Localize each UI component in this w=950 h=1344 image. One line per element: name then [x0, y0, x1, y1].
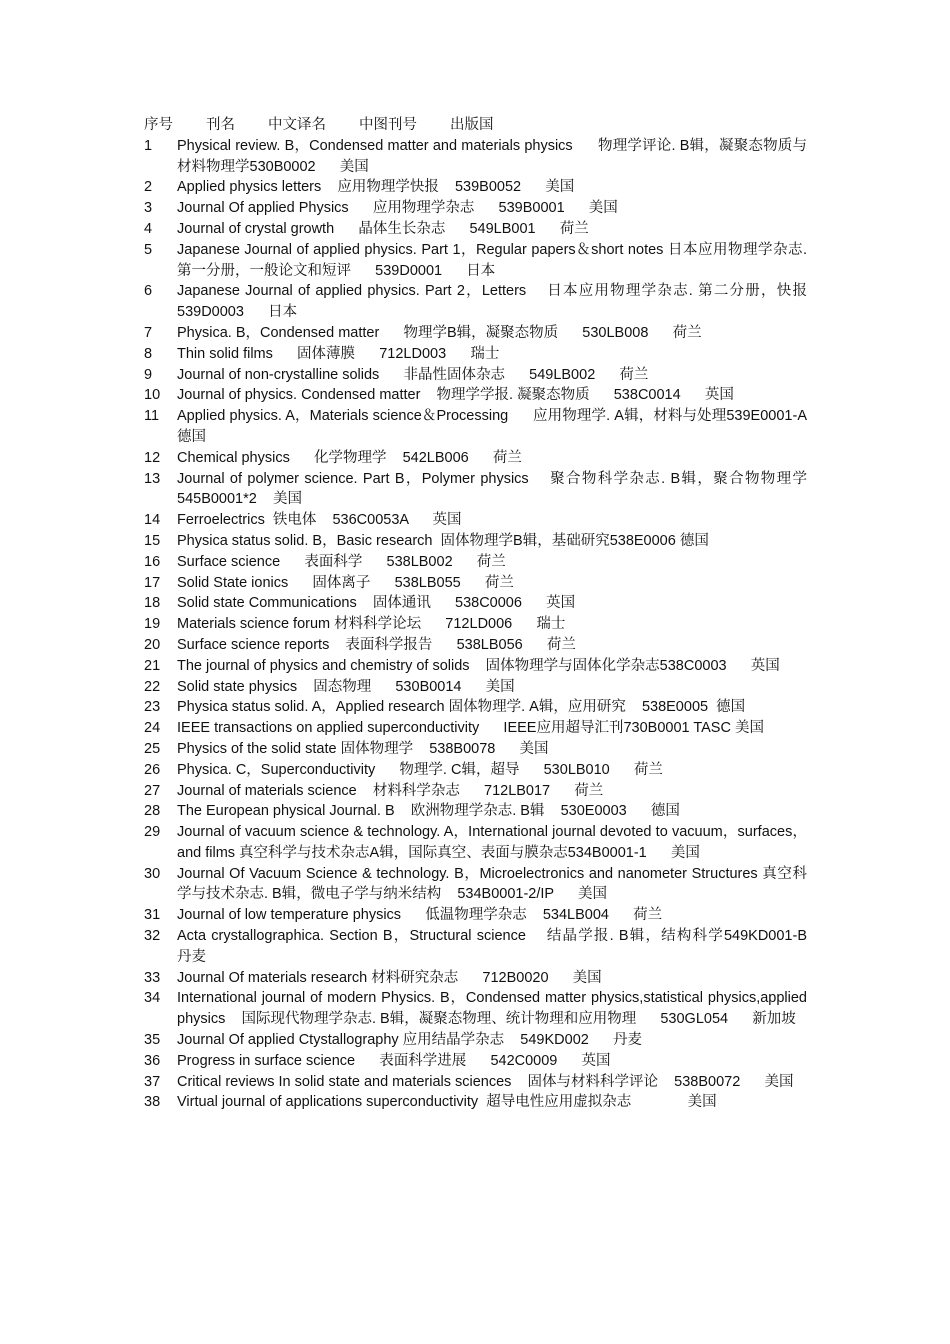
list-item	[144, 240, 812, 282]
item-number: 7	[144, 324, 153, 341]
item-number: 12	[144, 449, 161, 466]
item-text: Journal of polymer science. Part B，Polymer physics 聚合物科学杂志. B辑，聚合物物理学 545B0001*2 美国	[177, 470, 824, 508]
list-item	[144, 926, 824, 968]
list-item	[144, 864, 807, 906]
item-number: 15	[144, 532, 161, 549]
item-text: Solid state Communications 固体通讯 538C0006 英国	[177, 595, 576, 612]
item-number: 34	[144, 990, 161, 1007]
list-item	[144, 968, 807, 989]
item-text: International journal of modern Physics. B，Condensed matter physics,statistical physics,applied physics 国际现代物理学杂志. B辑，凝聚态物理、统计物理和应用物理 530GL054 新加坡	[177, 990, 812, 1028]
header-seq: 序号	[144, 117, 173, 133]
item-text: Journal of non-crystalline solids 非晶性固体杂志 549LB002 荷兰	[177, 366, 649, 383]
list-item	[144, 781, 807, 802]
item-number: 27	[144, 782, 161, 799]
item-number: 26	[144, 761, 161, 778]
item-number: 23	[144, 699, 161, 716]
item-number: 8	[144, 345, 153, 362]
item-number: 32	[144, 928, 161, 945]
item-number: 4	[144, 220, 153, 237]
item-text: IEEE transactions on applied superconductivity IEEE应用超导汇刊730B0001 TASC 美国	[177, 720, 764, 737]
list-item	[144, 1030, 807, 1051]
list-item	[144, 385, 807, 406]
list-item	[144, 1072, 807, 1093]
list-item	[144, 198, 807, 219]
list-item	[144, 1092, 807, 1113]
item-text: Surface science 表面科学 538LB002 荷兰	[177, 553, 506, 570]
list-item	[144, 760, 807, 781]
list-item	[144, 656, 807, 677]
item-number: 25	[144, 740, 161, 757]
header-title: 刊名	[206, 117, 235, 133]
item-number: 22	[144, 678, 161, 695]
item-text: Solid state physics 固态物理 530B0014 美国	[177, 678, 515, 695]
item-text: Chemical physics 化学物理学 542LB006 荷兰	[177, 449, 522, 466]
item-text: Journal Of Vacuum Science & technology. B，Microelectronics and nanometer Structures 真空科学与技术杂志. B辑，微电子学与纳米结构 534B0001-2/IP 美国	[177, 865, 807, 903]
item-text: Journal of vacuum science & technology. A，International journal devoted to vacuum，surfaces，and films 真空科学与技术杂志A辑，国际真空、表面与膜杂志534B0001-1 美国	[177, 824, 807, 861]
list-item	[144, 281, 824, 323]
item-number: 29	[144, 824, 161, 841]
item-number: 6	[144, 283, 153, 300]
item-number: 36	[144, 1052, 161, 1069]
item-text: Ferroelectrics 铁电体 536C0053A 英国	[177, 512, 462, 529]
list-item	[144, 323, 807, 344]
item-number: 3	[144, 200, 153, 217]
item-number: 17	[144, 574, 161, 591]
journal-list	[144, 136, 824, 1113]
item-number: 24	[144, 720, 161, 737]
list-item	[144, 406, 824, 448]
item-text: Applied physics letters 应用物理学快报 539B0052 美国	[177, 179, 575, 196]
item-number: 2	[144, 179, 153, 196]
list-item	[144, 988, 812, 1030]
list-item	[144, 219, 807, 240]
item-number: 20	[144, 636, 161, 653]
list-item	[144, 718, 807, 739]
item-number: 37	[144, 1073, 161, 1090]
item-text: Japanese Journal of applied physics. Part 1，Regular papers＆short notes 日本应用物理学杂志. 第一分册，一般论文和短评 539D0001 日本	[177, 241, 812, 279]
item-text: The journal of physics and chemistry of solids 固体物理学与固体化学杂志538C0003 英国	[177, 657, 780, 674]
item-number: 11	[144, 408, 160, 425]
item-number: 16	[144, 553, 161, 570]
item-text: Physica status solid. A，Applied research 固体物理学. A辑，应用研究 538E0005 德国	[177, 699, 746, 716]
list-item	[144, 448, 807, 469]
list-item	[144, 510, 807, 531]
item-text: Journal Of applied Ctystallography 应用结晶学杂志 549KD002 丹麦	[177, 1032, 642, 1049]
item-text: Critical reviews In solid state and materials sciences 固体与材料科学评论 538B0072 美国	[177, 1073, 794, 1090]
list-item	[144, 614, 807, 635]
item-text: Journal Of materials research 材料研究杂志 712B0020 美国	[177, 969, 602, 986]
item-text: Physica. C，Superconductivity 物理学. C辑，超导 530LB010 荷兰	[177, 761, 663, 778]
header-chinese-name: 中文译名	[268, 117, 326, 133]
item-text: Journal of physics. Condensed matter 物理学学报. 凝聚态物质 538C0014 英国	[177, 387, 734, 404]
item-text: Physica status solid. B，Basic research 固体物理学B辑，基础研究538E0006 德国	[177, 532, 709, 549]
item-number: 38	[144, 1094, 161, 1111]
list-item	[144, 344, 807, 365]
list-item	[144, 739, 807, 760]
list-item	[144, 552, 807, 573]
header-country: 出版国	[450, 117, 494, 133]
list-item	[144, 469, 824, 511]
list-item	[144, 697, 807, 718]
item-number: 9	[144, 366, 153, 383]
item-text: Thin solid films 固体薄膜 712LD003 瑞士	[177, 345, 500, 362]
item-text: Virtual journal of applications superconductivity 超导电性应用虚拟杂志 美国	[177, 1094, 717, 1111]
item-text: Progress in surface science 表面科学进展 542C0009 英国	[177, 1052, 611, 1069]
item-number: 28	[144, 803, 161, 820]
item-text: Acta crystallographica. Section B，Structural science 结晶学报. B辑，结构科学549KD001-B 丹麦	[177, 928, 824, 965]
item-text: Solid State ionics 固体离子 538LB055 荷兰	[177, 574, 514, 591]
list-item	[144, 573, 807, 594]
list-item	[144, 531, 807, 552]
list-item	[144, 677, 807, 698]
list-item	[144, 801, 807, 822]
item-text: Physical review. B，Condensed matter and materials physics 物理学评论. B辑，凝聚态物质与材料物理学530B0002 美国	[177, 137, 807, 175]
item-text: The European physical Journal. B 欧洲物理学杂志. B辑 530E0003 德国	[177, 803, 680, 820]
list-item	[144, 136, 807, 178]
item-number: 21	[144, 657, 161, 674]
item-text: Physics of the solid state 固体物理学 538B0078 美国	[177, 740, 549, 757]
list-item	[144, 1051, 807, 1072]
item-number: 14	[144, 512, 161, 529]
item-number: 33	[144, 969, 161, 986]
item-text: Journal of low temperature physics 低温物理学杂志 534LB004 荷兰	[177, 907, 663, 924]
item-number: 19	[144, 616, 161, 633]
item-number: 35	[144, 1032, 161, 1049]
list-item	[144, 365, 807, 386]
list-item	[144, 635, 807, 656]
item-number: 10	[144, 387, 161, 404]
item-number: 13	[144, 470, 161, 487]
header-code: 中图刊号	[359, 117, 417, 133]
table-header	[144, 115, 807, 136]
list-item	[144, 822, 807, 864]
item-number: 5	[144, 241, 153, 258]
document-page	[144, 115, 824, 1113]
list-item	[144, 177, 807, 198]
item-text: Physica. B，Condensed matter 物理学B辑，凝聚态物质 530LB008 荷兰	[177, 324, 702, 341]
item-number: 1	[144, 137, 153, 154]
item-text: Japanese Journal of applied physics. Part 2，Letters 日本应用物理学杂志. 第二分册，快报 539D0003 日本	[177, 283, 824, 321]
item-text: Applied physics. A，Materials science＆Processing 应用物理学. A辑，材料与处理539E0001-A 德国	[177, 408, 824, 445]
item-text: Journal Of applied Physics 应用物理学杂志 539B0001 美国	[177, 200, 618, 217]
list-item	[144, 593, 807, 614]
list-item	[144, 905, 807, 926]
item-text: Materials science forum 材料科学论坛 712LD006 瑞士	[177, 616, 566, 633]
item-text: Journal of crystal growth 晶体生长杂志 549LB001 荷兰	[177, 220, 589, 237]
item-text: Journal of materials science 材料科学杂志 712LB017 荷兰	[177, 782, 604, 799]
item-number: 31	[144, 907, 161, 924]
item-number: 30	[144, 865, 161, 882]
item-number: 18	[144, 595, 161, 612]
item-text: Surface science reports 表面科学报告 538LB056 荷兰	[177, 636, 576, 653]
